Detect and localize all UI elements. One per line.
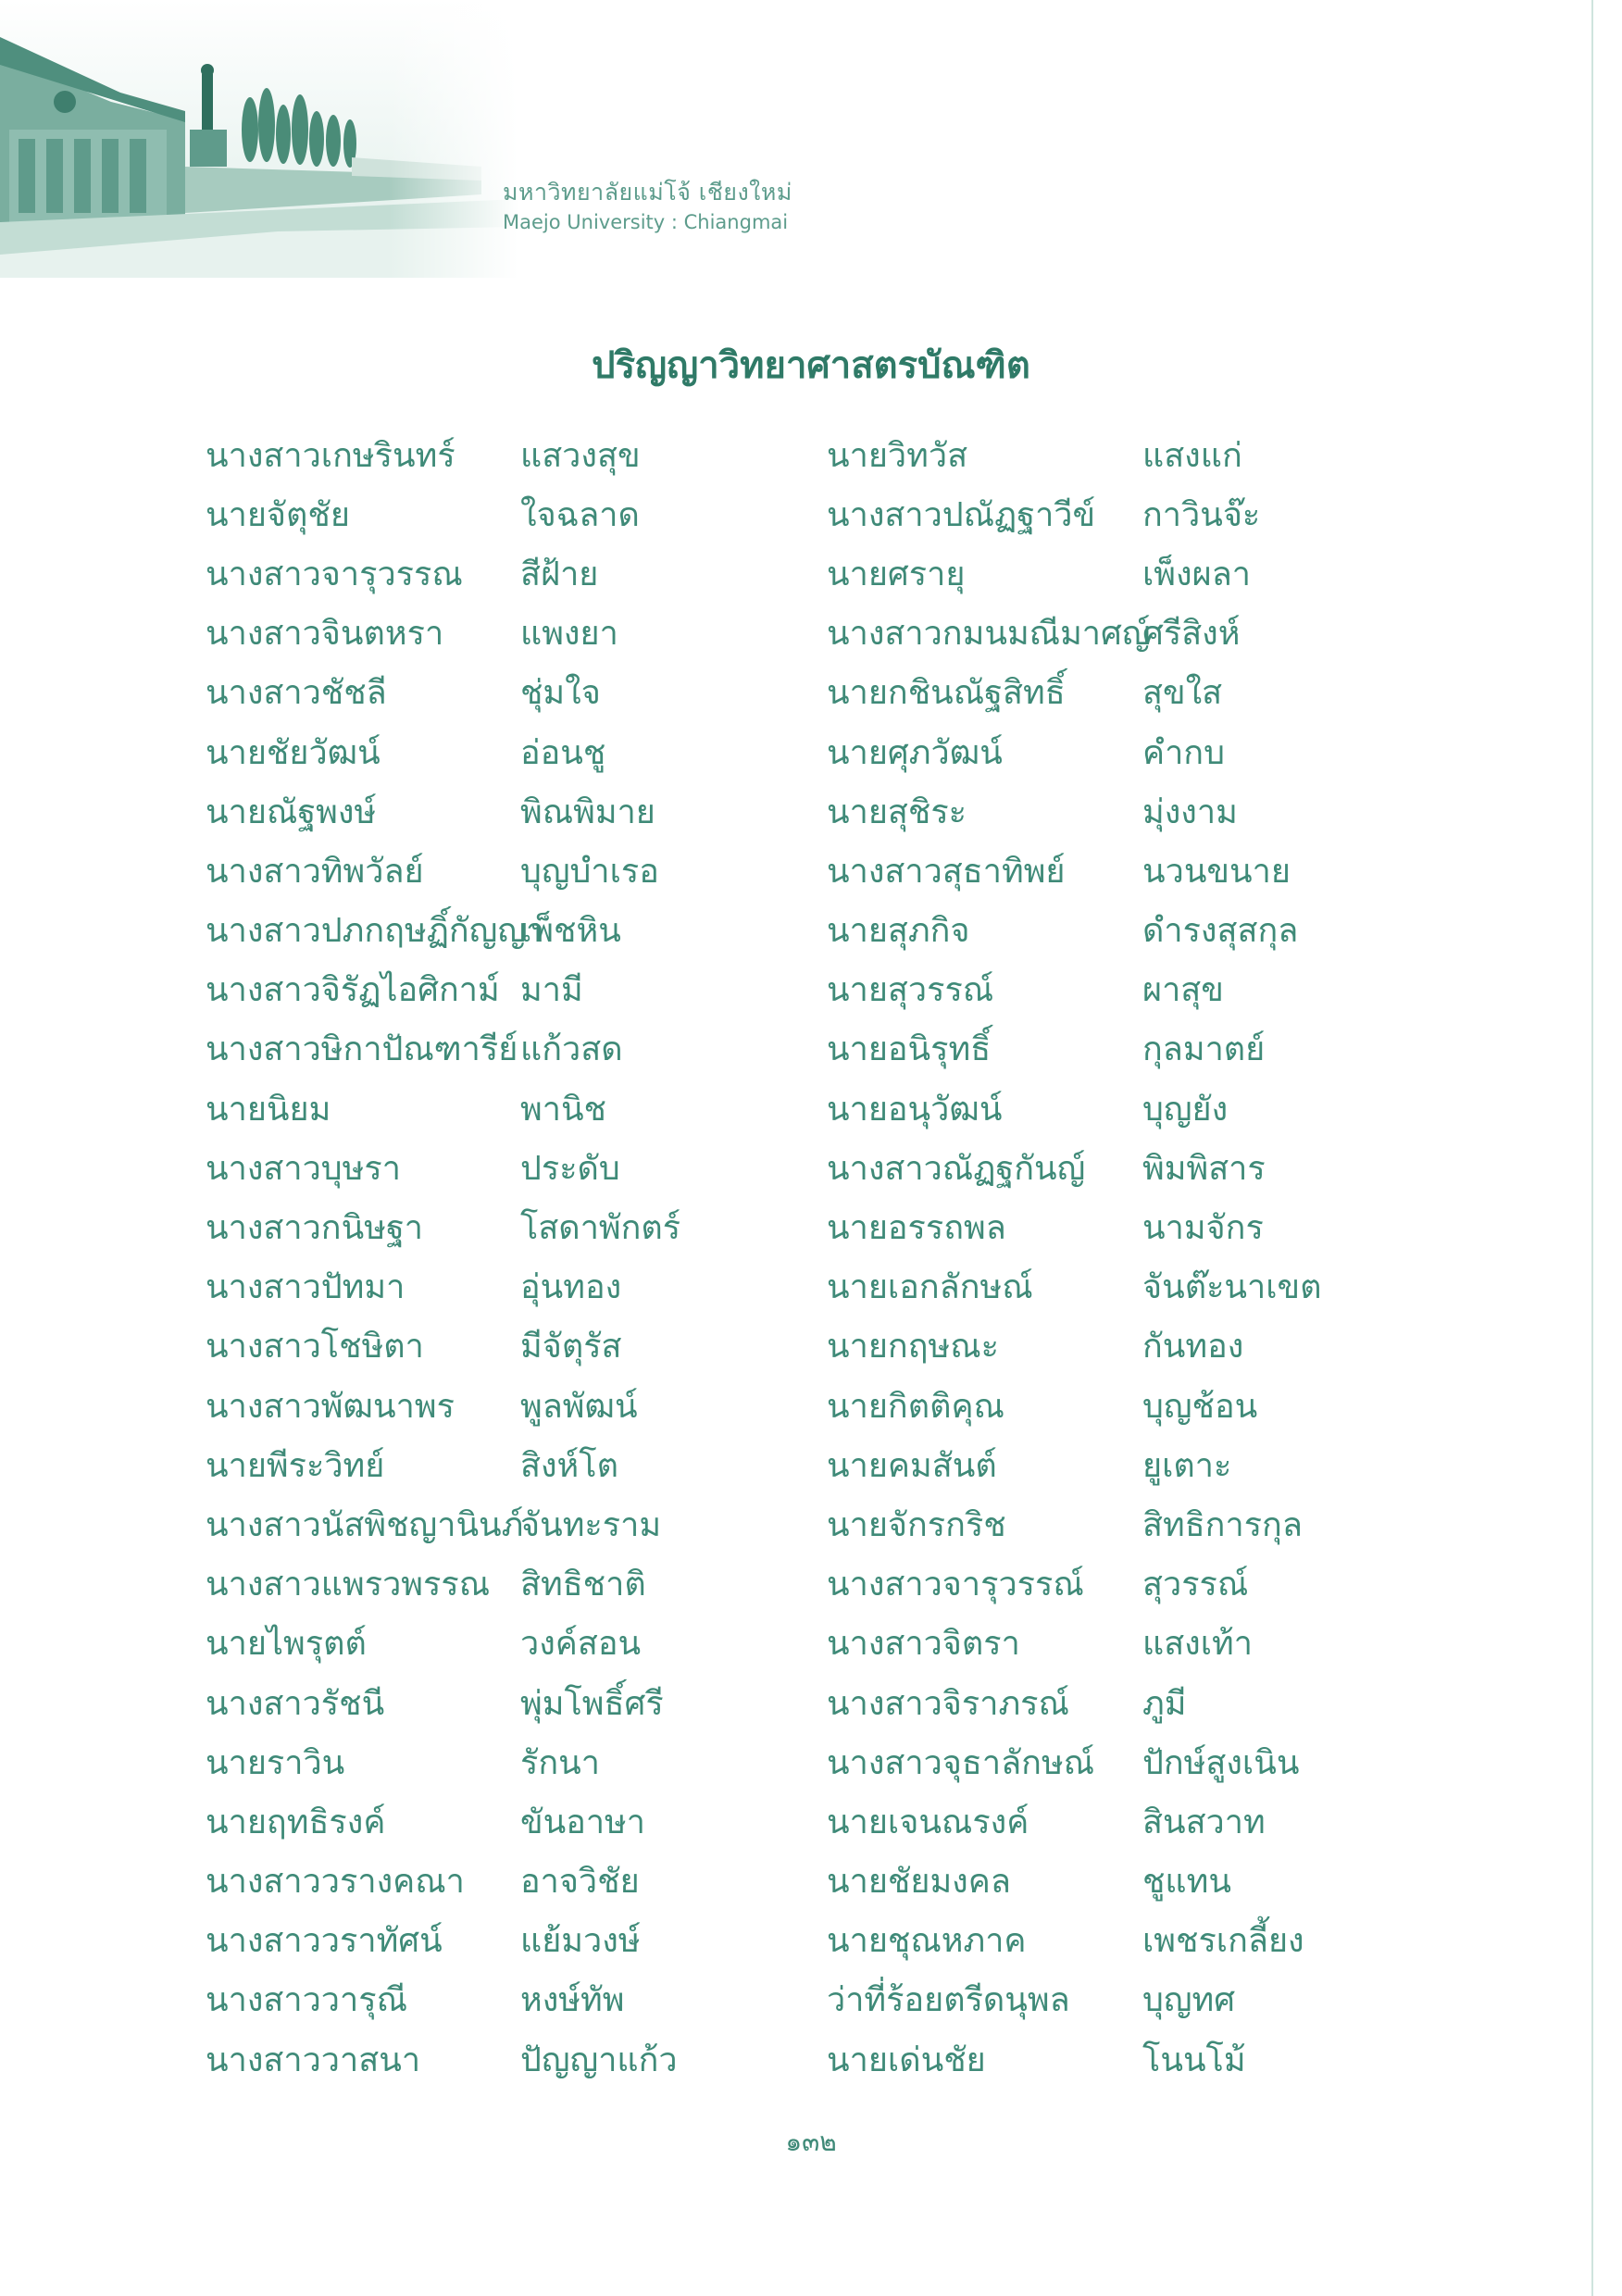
graduate-first-name: นายวิทวัส — [827, 436, 968, 475]
graduate-first-name: นายกิตติคุณ — [827, 1387, 1004, 1426]
graduate-first-name: นางสาวเกษรินทร์ — [206, 436, 455, 475]
graduate-row — [827, 960, 1322, 1019]
graduate-row — [827, 841, 1322, 900]
graduate-last-name: ใจฉลาด — [520, 495, 640, 534]
graduate-last-name: จันต๊ะนาเขต — [1142, 1268, 1322, 1307]
graduate-first-name: นายคมสันต์ — [827, 1446, 997, 1485]
graduate-row — [827, 781, 1322, 841]
graduate-row — [827, 1257, 1322, 1316]
graduate-first-name: นายกชินณัฐสิทธิ์ — [827, 674, 1066, 713]
graduate-first-name: นางสาววรางคณา — [206, 1863, 465, 1902]
graduate-row — [827, 1079, 1322, 1138]
graduate-first-name: ว่าที่ร้อยตรีดนุพล — [827, 1981, 1070, 2020]
graduate-row — [206, 604, 680, 663]
university-name — [503, 178, 792, 235]
graduate-first-name: นายสุชิระ — [827, 792, 967, 831]
graduate-row — [827, 1911, 1322, 1970]
graduate-last-name: สีฝ้าย — [520, 555, 599, 593]
graduate-last-name: ปัญญาแก้ว — [520, 2040, 678, 2079]
graduate-first-name: นายสุวรรณ์ — [827, 971, 994, 1010]
graduate-last-name: บุญยัง — [1142, 1090, 1229, 1129]
graduate-first-name: นายศรายุ — [827, 555, 966, 593]
graduate-last-name: พุ่มโพธิ์ศรี — [520, 1684, 664, 1723]
graduate-first-name: นางสาวโชษิตา — [206, 1328, 424, 1366]
graduate-last-name: พานิช — [520, 1090, 606, 1129]
graduate-row — [827, 1673, 1322, 1732]
graduate-row — [206, 425, 680, 484]
graduate-row — [827, 1019, 1322, 1079]
graduate-last-name: สินสวาท — [1142, 1803, 1266, 1841]
graduate-first-name: นางสาววราทัศน์ — [206, 1922, 443, 1961]
graduate-last-name: แก้วสด — [520, 1030, 623, 1069]
graduate-row — [206, 1791, 680, 1851]
graduate-first-name: นางสาวจินตหรา — [206, 615, 444, 654]
graduate-row — [206, 1554, 680, 1614]
graduate-row — [206, 543, 680, 603]
graduate-row — [827, 1376, 1322, 1435]
graduate-last-name: แสงแก่ — [1142, 436, 1242, 475]
graduate-first-name: นายณัฐพงษ์ — [206, 792, 377, 831]
graduate-first-name: นางสาววารุณี — [206, 1981, 407, 2020]
graduate-first-name: นางสาวจารุวรรณ์ — [827, 1566, 1084, 1604]
graduate-first-name: นายเจนณรงค์ — [827, 1803, 1029, 1841]
graduate-first-name: นายชุณหภาค — [827, 1922, 1027, 1961]
graduate-first-name: นางสาวกนิษฐา — [206, 1209, 424, 1248]
university-banner-image — [0, 0, 518, 278]
graduate-row — [827, 1138, 1322, 1197]
graduate-row — [206, 722, 680, 781]
page-number: ๑๓๒ — [785, 2127, 837, 2157]
graduate-row — [206, 1435, 680, 1494]
graduate-last-name: ประดับ — [520, 1149, 620, 1188]
graduate-last-name: บุญบำเรอ — [520, 852, 659, 891]
graduate-row — [827, 2029, 1322, 2089]
graduate-first-name: นายอนิรุทธิ์ — [827, 1030, 992, 1069]
graduate-first-name: นางสาวทิพวัลย์ — [206, 852, 424, 891]
graduate-row — [206, 1614, 680, 1673]
graduate-first-name: นายนิยม — [206, 1090, 331, 1129]
graduate-row — [206, 1019, 680, 1079]
graduate-first-name: นางสาวแพรวพรรณ — [206, 1566, 491, 1604]
graduate-last-name: ปักษ์สูงเนิน — [1142, 1743, 1300, 1782]
graduate-first-name: นายจัตุชัย — [206, 495, 350, 534]
graduate-row — [206, 901, 680, 960]
graduate-row — [206, 1852, 680, 1911]
graduate-first-name: นางสาววาสนา — [206, 2040, 421, 2079]
graduate-row — [827, 722, 1322, 781]
graduate-list-left — [206, 425, 680, 2089]
graduate-row — [206, 1376, 680, 1435]
graduate-first-name: นางสาวนัสพิชญานินภ์ — [206, 1505, 524, 1544]
graduate-last-name: เพชรเกลี้ยง — [1142, 1922, 1304, 1961]
graduate-first-name: นางสาวษิกาปัณฑารีย์ — [206, 1030, 518, 1069]
graduate-last-name: นามจักร — [1142, 1209, 1264, 1248]
university-name-english: Maejo University : Chiangmai — [503, 211, 789, 233]
graduate-row — [827, 1197, 1322, 1256]
graduate-row — [827, 663, 1322, 722]
graduate-last-name: สิทธิชาติ — [520, 1566, 646, 1604]
graduate-last-name: กาวินจ๊ะ — [1142, 495, 1261, 534]
graduate-row — [206, 1316, 680, 1376]
graduate-first-name: นายเอกลักษณ์ — [827, 1268, 1033, 1307]
graduate-last-name: นวนขนาย — [1142, 852, 1291, 891]
graduate-last-name: มีจัตุรัส — [520, 1328, 622, 1366]
graduate-row — [206, 1197, 680, 1256]
graduate-row — [827, 604, 1322, 663]
graduate-row — [206, 781, 680, 841]
graduate-row — [206, 484, 680, 543]
graduate-row — [206, 1257, 680, 1316]
graduate-last-name: อาจวิชัย — [520, 1863, 640, 1902]
graduate-last-name: มามี — [520, 971, 583, 1010]
graduate-last-name: รักนา — [520, 1743, 600, 1782]
graduate-first-name: นายกฤษณะ — [827, 1328, 999, 1366]
university-name-thai: มหาวิทยาลัยแม่โจ้ เชียงใหม่ — [503, 179, 792, 206]
graduate-first-name: นางสาวรัชนี — [206, 1684, 385, 1723]
graduate-first-name: นายพีระวิทย์ — [206, 1446, 385, 1485]
graduate-last-name: แสงเท้า — [1142, 1625, 1254, 1664]
graduate-first-name: นายชัยมงคล — [827, 1863, 1011, 1902]
graduate-last-name: สุวรรณ์ — [1142, 1566, 1249, 1604]
graduate-first-name: นางสาวสุธาทิพย์ — [827, 852, 1066, 891]
graduate-first-name: นายจักรกริช — [827, 1505, 1006, 1544]
graduate-row — [206, 960, 680, 1019]
graduate-last-name: บุญทศ — [1142, 1981, 1236, 2020]
graduate-last-name: ชุ่มใจ — [520, 674, 601, 713]
graduate-last-name: แสวงสุข — [520, 436, 641, 475]
graduate-first-name: นายอรรถพล — [827, 1209, 1006, 1248]
graduate-row — [827, 1435, 1322, 1494]
graduate-first-name: นางสาวจารุวรรณ — [206, 555, 463, 593]
graduate-last-name: สิงห์โต — [520, 1446, 618, 1485]
graduate-row — [827, 1494, 1322, 1554]
graduate-last-name: โสดาพักตร์ — [520, 1209, 681, 1248]
graduate-row — [206, 1673, 680, 1732]
graduate-row — [206, 841, 680, 900]
graduate-first-name: นางสาวจุธาลักษณ์ — [827, 1743, 1095, 1782]
graduate-first-name: นายสุภกิจ — [827, 912, 970, 951]
graduate-last-name: บุญช้อน — [1142, 1387, 1258, 1426]
graduate-last-name: พิมพิสาร — [1142, 1149, 1266, 1188]
graduate-last-name: คำกบ — [1142, 733, 1225, 772]
graduate-last-name: ชูแทน — [1142, 1863, 1231, 1902]
graduate-row — [827, 1316, 1322, 1376]
graduate-row — [206, 1970, 680, 2029]
graduate-row — [827, 1852, 1322, 1911]
graduate-row — [827, 1791, 1322, 1851]
graduate-first-name: นางสาวจิราภรณ์ — [827, 1684, 1069, 1723]
graduate-last-name: แย้มวงษ์ — [520, 1922, 641, 1961]
graduate-last-name: พูลพัฒน์ — [520, 1387, 638, 1426]
graduate-last-name: เพ็งผลา — [1142, 555, 1251, 593]
graduate-row — [827, 1970, 1322, 2029]
graduate-row — [206, 1138, 680, 1197]
graduate-row — [206, 1494, 680, 1554]
graduate-last-name: ยูเตาะ — [1142, 1446, 1232, 1485]
graduate-last-name: แพงยา — [520, 615, 618, 654]
graduate-row — [206, 1911, 680, 1970]
graduate-first-name: นางสาวปภกฤษฏิ์กัญญา — [206, 912, 545, 951]
graduate-last-name: ดำรงสุสกุล — [1142, 912, 1299, 951]
graduate-last-name: โนนโม้ — [1142, 2040, 1246, 2079]
graduate-first-name: นายศุภวัฒน์ — [827, 733, 1003, 772]
graduate-last-name: เพ็ชหิน — [520, 912, 621, 951]
graduate-first-name: นายไพรุตต์ — [206, 1625, 367, 1664]
graduate-first-name: นายฤทธิรงค์ — [206, 1803, 386, 1841]
graduate-last-name: กันทอง — [1142, 1328, 1244, 1366]
graduate-first-name: นางสาวปัทมา — [206, 1268, 406, 1307]
graduate-row — [827, 484, 1322, 543]
graduate-last-name: กุลมาตย์ — [1142, 1030, 1266, 1069]
graduate-row — [827, 1614, 1322, 1673]
graduate-first-name: นายเด่นชัย — [827, 2040, 986, 2079]
graduate-last-name: วงค์สอน — [520, 1625, 642, 1664]
graduate-last-name: ศรีสิงห์ — [1142, 615, 1241, 654]
graduate-last-name: หงษ์ทัพ — [520, 1981, 625, 2020]
graduate-first-name: นางสาวบุษรา — [206, 1149, 401, 1188]
graduate-row — [827, 543, 1322, 603]
graduate-first-name: นางสาวปณัฏฐาวีข์ — [827, 495, 1096, 534]
page-edge-line — [1591, 0, 1594, 2296]
graduate-first-name: นายอนุวัฒน์ — [827, 1090, 1003, 1129]
graduate-first-name: นางสาวจิรัฏไอศิกาม์ — [206, 971, 500, 1010]
graduate-row — [827, 1732, 1322, 1791]
graduate-last-name: สุขใส — [1142, 674, 1223, 713]
graduate-row — [206, 1079, 680, 1138]
graduate-row — [827, 425, 1322, 484]
graduate-last-name: จันทะราม — [520, 1505, 662, 1544]
graduate-last-name: อ่อนชู — [520, 733, 606, 772]
graduate-last-name: อุ่นทอง — [520, 1268, 622, 1307]
graduate-first-name: นางสาวกมนมณีมาศญ์ — [827, 615, 1151, 654]
graduate-first-name: นางสาวจิตรา — [827, 1625, 1020, 1664]
graduate-first-name: นางสาวชัชลี — [206, 674, 387, 713]
graduate-list-right — [827, 425, 1322, 2089]
graduate-row — [827, 901, 1322, 960]
graduate-first-name: นายชัยวัฒน์ — [206, 733, 381, 772]
graduate-row — [206, 2029, 680, 2089]
graduate-first-name: นางสาวณัฏฐกันญ์ — [827, 1149, 1086, 1188]
graduate-last-name: ภูมี — [1142, 1684, 1187, 1723]
graduate-last-name: ผาสุข — [1142, 971, 1224, 1010]
graduate-first-name: นางสาวพัฒนาพร — [206, 1387, 455, 1426]
graduate-last-name: มุ่งงาม — [1142, 792, 1238, 831]
graduate-first-name: นายราวิน — [206, 1743, 345, 1782]
graduate-row — [206, 1732, 680, 1791]
graduate-last-name: สิทธิการกุล — [1142, 1505, 1303, 1544]
graduate-row — [206, 663, 680, 722]
graduate-last-name: พิณพิมาย — [520, 792, 655, 831]
degree-title: ปริญญาวิทยาศาสตรบัณฑิต — [592, 344, 1030, 387]
graduate-last-name: ขันอาษา — [520, 1803, 645, 1841]
graduate-row — [827, 1554, 1322, 1614]
